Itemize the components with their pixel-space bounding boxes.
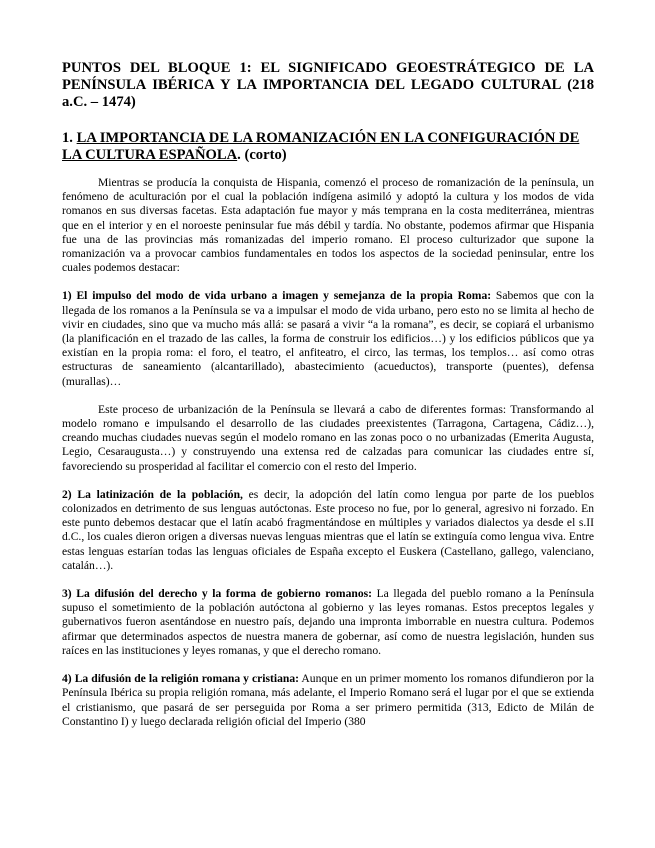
point-4-heading: 4) La difusión de la religión romana y cristiana: xyxy=(62,672,300,686)
intro-paragraph: Mientras se producía la conquista de Hispania, comenzó el proceso de romanización de la península, un fenómeno de aculturación por el cual la población indígena asimiló y adoptó la cultura y los modos de vida romanos en sus diversas facetas. Esta adaptación fue mayor y más temprana en la costa mediterránea, mientras que en el interior y en el noroeste peninsular fue más débil y tardía. No obstante, podemos afirmar que Hispania fue una de las provincias más romanizadas del imperio romano. El proceso culturizador que supone la romanización va a provocar cambios fundamentales en todos los aspectos de la sociedad peninsular, entre los cuales podemos destacar: xyxy=(62,176,594,275)
point-3-paragraph xyxy=(62,587,594,658)
point-1-paragraph xyxy=(62,289,594,388)
point-1-continuation: Este proceso de urbanización de la Península se llevará a cabo de diferentes formas: Transformando al modelo romano e impulsando el desarrollo de las ciudades preexistentes (Tarragona, Cartagena, Cádiz…), creando muchas ciudades nuevas según el modelo romano en las zonas poco o no urbanizadas (Emerita Augusta, Legio, Cesaraugusta…) y construyendo una extensa red de calzadas para comunicar las ciudades entre sí, favoreciendo su prosperidad al facilitar el comercio con el resto del Imperio. xyxy=(62,402,594,473)
section-heading: LA IMPORTANCIA DE LA ROMANIZACIÓN EN LA CONFIGURACIÓN DE LA CULTURA ESPAÑOLA xyxy=(62,130,580,163)
point-4-paragraph xyxy=(62,672,594,729)
point-4-text: Aunque en un primer momento los romanos difundieron por la Península Ibérica su propia religión romana, más adelante, el Imperio Romano será el lugar por el que se extienda el cristianismo, que pasará de ser perseguida por Roma a ser primero permitida (313, Edicto de Milán de Constantino I) y luego declarada religión oficial del Imperio (380 xyxy=(62,672,595,728)
point-2-text: es decir, la adopción del latín como lengua por parte de los pueblos colonizados en detrimento de sus lenguas autóctonas. Este proceso no fue, por lo general, agresivo ni forzado. En este punto debemos destacar que el latín acabó fragmentándose en múltiples y variados dialectos ya desde el s.II d.C., los cuales dieron origen a diversas nuevas lenguas mientras que el latín se extinguía como lengua viva. Entre estas lenguas estarían todas las lenguas oficiales de España excepto el Euskera (Castellano, gallego, valenciano, catalán…). xyxy=(62,487,594,572)
section-title xyxy=(62,130,594,164)
section-suffix: . (corto) xyxy=(237,147,287,163)
point-1-heading: 1) El impulso del modo de vida urbano a imagen y semejanza de la propia Roma: xyxy=(62,289,492,303)
point-3-heading: 3) La difusión del derecho y la forma de gobierno romanos: xyxy=(62,587,372,601)
point-1-text: Sabemos que con la llegada de los romanos a la Península se va a impulsar el modo de vida urbano, pero esto no se limita al hecho de vivir en ciudades, sino que va mucho más allá: se pasará a vivir “a la romana”, es decir, se copiará el urbanismo (la planificación en el trazado de las calles, la forma de construir los edificios…) y los edificios públicos que ya existían en la propia roma: el foro, el teatro, el anfiteatro, el circo, las termas, los templos… así como otras estructuras de saneamiento (alcantarillado), abastecimiento (acueductos), transporte (puentes), defensa (murallas)… xyxy=(62,289,594,388)
point-3-text: La llegada del pueblo romano a la Península supuso el sometimiento de la población autóctona al gobierno y las leyes romanas. Estos preceptos legales y gubernativos fueron asentándose en nuestro país, dejando una impronta imborrable en nuestra cultura. Podemos afirmar que determinados aspectos de nuestra manera de gobernar, así como de nuestra legislación, hunden sus raíces en las instituciones y leyes romanas, y que el derecho romano. xyxy=(62,587,594,657)
section-number: 1. xyxy=(62,130,73,146)
point-2-heading: 2) La latinización de la población, xyxy=(62,487,243,501)
document-page xyxy=(62,60,594,729)
point-2-paragraph xyxy=(62,488,594,573)
document-title: PUNTOS DEL BLOQUE 1: EL SIGNIFICADO GEOESTRÁTEGICO DE LA PENÍNSULA IBÉRICA Y LA IMPORTANCIA DEL LEGADO CULTURAL (218 a.C. – 1474) xyxy=(62,60,594,110)
